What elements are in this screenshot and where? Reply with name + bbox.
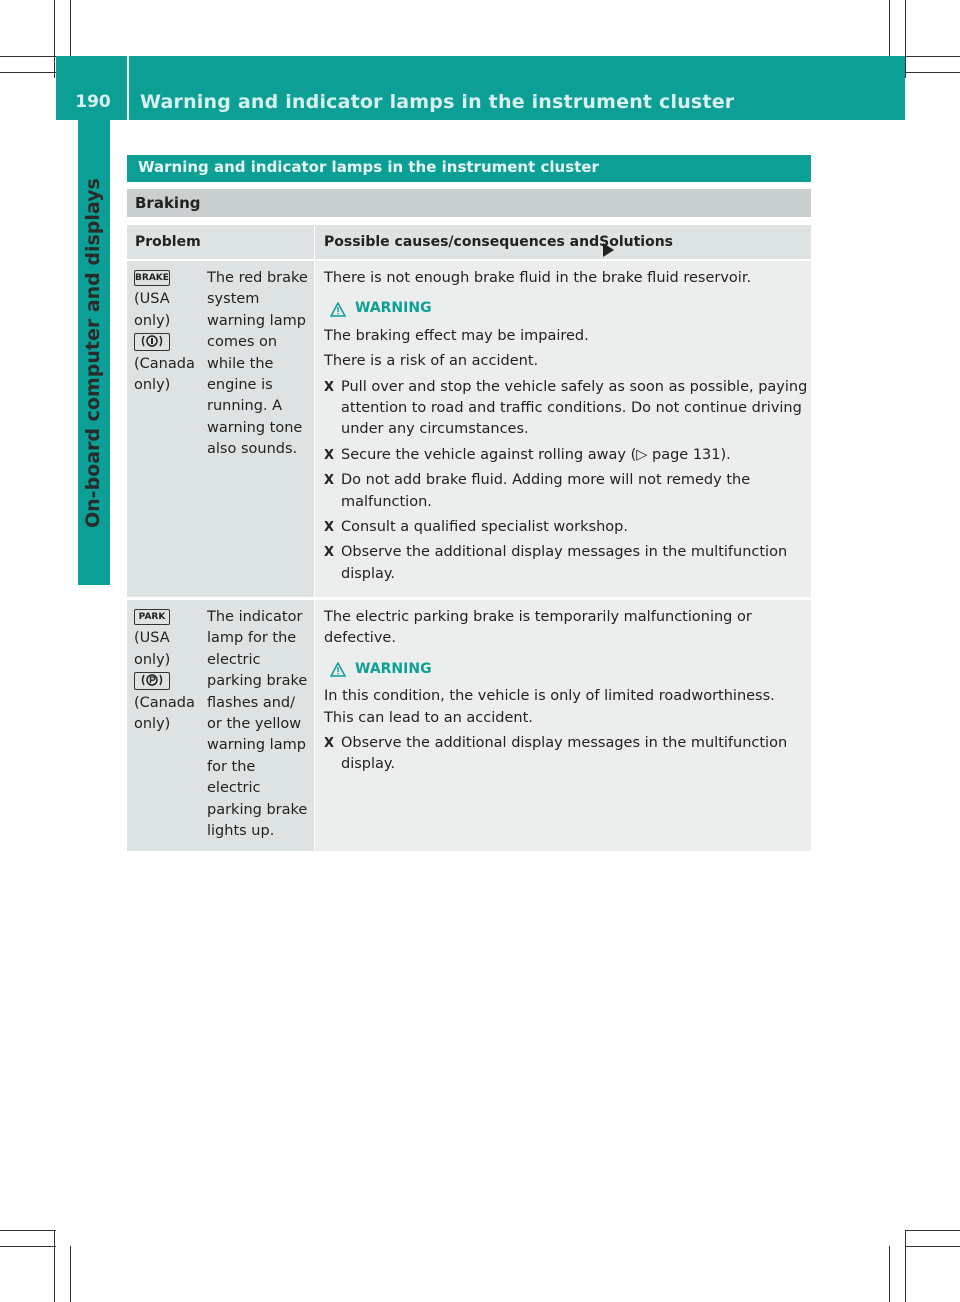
- crop-mark: [889, 1246, 890, 1302]
- warning-label: WARNING: [355, 300, 432, 317]
- table-row-1-solutions: [315, 261, 811, 597]
- warning-heading: [324, 298, 808, 319]
- crop-mark: [70, 1246, 71, 1302]
- subsection-bar: [127, 189, 811, 217]
- lamp-column: [134, 268, 206, 396]
- crop-mark: [0, 1246, 56, 1247]
- cause-text: The electric parking brake is temporarily malfunctioning or defective.: [324, 609, 752, 647]
- crop-mark: [905, 1230, 906, 1302]
- crop-mark: [70, 0, 71, 62]
- subsection-title: Braking: [135, 194, 201, 212]
- col-header-problem-label: Problem: [135, 234, 201, 250]
- park-lamp-icon: PARK: [134, 609, 170, 625]
- crop-mark: [889, 0, 890, 62]
- section-title-bar: [127, 155, 811, 182]
- lamp-usa-label: (USA only): [134, 630, 171, 668]
- play-arrow-icon: [603, 243, 614, 257]
- warning-label: WARNING: [355, 660, 432, 677]
- col-header-solutions-post: Solutions: [599, 234, 674, 250]
- step-text: Pull over and stop the vehicle safely as soon as possible, paying attention to road and traffic conditions. Do not continue driving under any circumstances.: [341, 378, 808, 438]
- step-marker: X: [324, 520, 335, 536]
- brake-circle-icon: [134, 333, 170, 351]
- warning-text: In this condition, the vehicle is only of limited roadworthiness. This can lead to an accident.: [324, 688, 775, 726]
- warning-text: There is a risk of an accident.: [324, 353, 539, 370]
- lamp-usa-label: (USA only): [134, 291, 171, 329]
- page-number: 190: [75, 92, 111, 112]
- col-header-solutions-label: [324, 234, 673, 250]
- step-text: Secure the vehicle against rolling away (▷ page 131).: [341, 446, 731, 463]
- col-header-solutions: [315, 225, 811, 259]
- step-item: [324, 542, 808, 585]
- crop-mark: [905, 1230, 960, 1231]
- parking-circle-icon: [134, 672, 170, 690]
- lamp-canada-label: (Canada only): [134, 694, 195, 733]
- step-marker: X: [324, 473, 335, 489]
- table-row-2-problem: [127, 600, 314, 851]
- step-text: Do not add brake fluid. Adding more will not remedy the malfunction.: [341, 472, 751, 510]
- crop-mark: [905, 1246, 960, 1247]
- col-header-problem: [127, 225, 314, 259]
- crop-mark: [905, 0, 906, 78]
- crop-mark: [905, 72, 960, 73]
- step-marker: X: [324, 736, 335, 752]
- step-text: Observe the additional display messages in the multifunction display.: [341, 544, 788, 582]
- step-marker: X: [324, 379, 335, 395]
- table-row-1-problem: [127, 261, 314, 597]
- step-item: [324, 470, 808, 513]
- table-row-2-solutions: [315, 600, 811, 851]
- crop-mark: [0, 56, 56, 57]
- crop-mark: [54, 1230, 55, 1302]
- step-marker: X: [324, 545, 335, 561]
- step-item: [324, 517, 808, 538]
- brake-lamp-icon: BRAKE: [134, 270, 170, 286]
- warning-text: The braking effect may be impaired.: [324, 327, 589, 344]
- cause-text: There is not enough brake fluid in the brake fluid reservoir.: [324, 270, 752, 286]
- problem-description: The red brake system warning lamp comes on while the engine is running. A warning tone also sounds.: [207, 270, 308, 458]
- chapter-tab-text: On-board computer and displays: [82, 178, 104, 528]
- warning-triangle-icon: [330, 302, 346, 317]
- problem-description: The indicator lamp for the electric parking brake flashes and/ or the yellow warning lamp for the electric parking brake lights up.: [207, 609, 308, 840]
- step-text: Observe the additional display messages in the multifunction display.: [341, 735, 788, 773]
- lamp-column: [134, 607, 206, 735]
- solutions-content: [324, 268, 808, 585]
- step-item: [324, 445, 808, 466]
- crop-mark: [0, 72, 56, 73]
- col-header-solutions-pre: Possible causes/consequences and: [324, 234, 600, 250]
- warning-heading: [324, 659, 808, 680]
- crop-mark: [905, 56, 960, 57]
- section-title: Warning and indicator lamps in the instrument cluster: [138, 158, 599, 176]
- lamp-canada-label: (Canada only): [134, 355, 195, 394]
- step-item: [324, 733, 808, 776]
- page-title: Warning and indicator lamps in the instrument cluster: [140, 91, 735, 113]
- crop-mark: [54, 0, 55, 78]
- warning-triangle-icon: [330, 662, 346, 677]
- solutions-content: [324, 607, 808, 776]
- step-item: [324, 377, 808, 441]
- crop-mark: [0, 1230, 56, 1231]
- step-text: Consult a qualified specialist workshop.: [341, 519, 628, 536]
- step-marker: X: [324, 447, 335, 463]
